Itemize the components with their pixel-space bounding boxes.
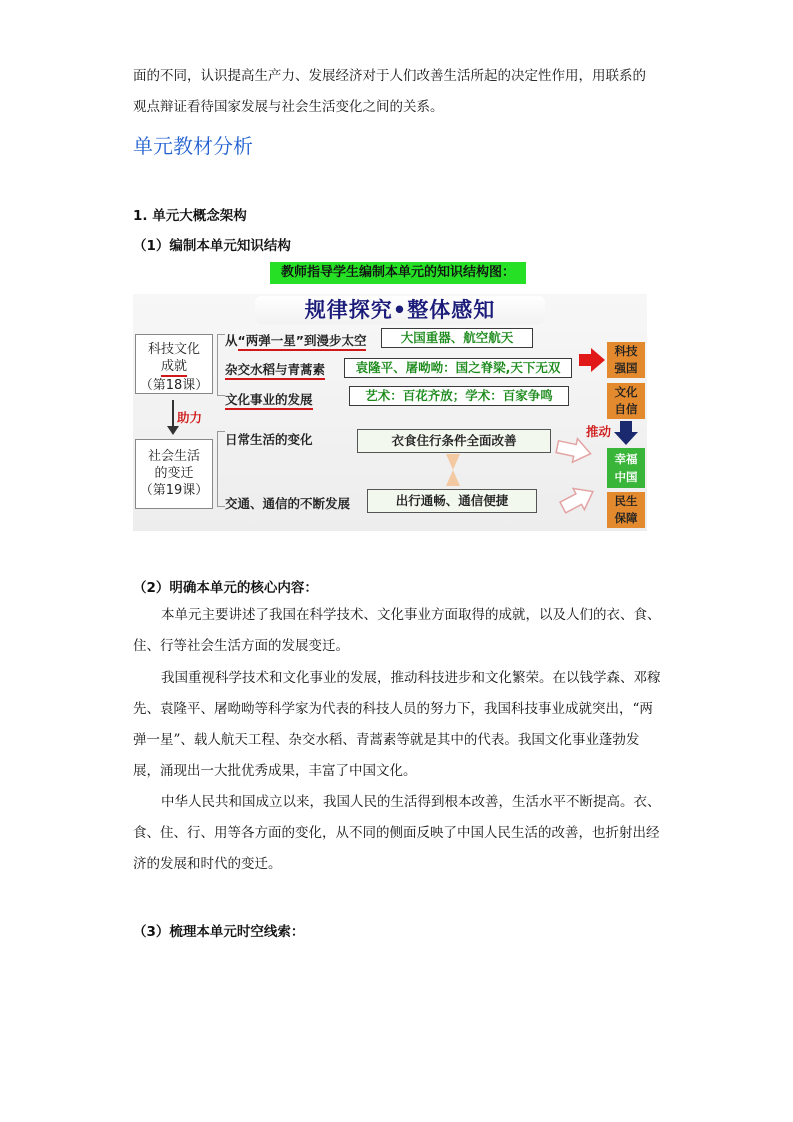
item2-label: 杂交水稻与青蒿素: [225, 360, 325, 378]
right-box-culture: 文化 自信: [607, 383, 645, 419]
diagram-title: 规律探究•整体感知: [255, 296, 545, 324]
heading-unit-concept: 1. 单元大概念架构: [133, 208, 247, 224]
right-box-livelihood: 民生 保障: [607, 492, 645, 528]
diagram-arrows: [133, 294, 647, 531]
lesson18-line3: （第18课）: [139, 378, 209, 393]
core-paragraph-1: 本单元主要讲述了我国在科学技术、文化事业方面取得的成就，以及人们的衣、食、住、行等社会生活方面的发展变迁。: [133, 607, 661, 654]
section-title: 单元教材分析: [133, 134, 253, 158]
item3-label: 文化事业的发展: [225, 390, 313, 408]
core-paragraph-3: 中华人民共和国成立以来，我国人民的生活得到根本改善，生活水平不断提高。衣、食、住、行、用等各方面的变化，从不同的侧面反映了中国人民生活的改善，也折射出经济的发展和时代的变迁。: [133, 794, 661, 872]
item4-label: 日常生活的变化: [225, 432, 313, 447]
right-box-happy: 幸福 中国: [607, 448, 645, 488]
item2-box: 袁隆平、屠呦呦：国之脊梁,天下无双: [344, 358, 572, 378]
heading-timeline: （3）梳理本单元时空线索：: [133, 924, 305, 940]
core-paragraph-2: 我国重视科学技术和文化事业的发展，推动科技进步和文化繁荣。在以钱学森、邓稼先、袁隆平、屠呦呦等科学家为代表的科技人员的努力下，我国科技事业成就突出，“两弹一星”、载人航天工程、杂交水稻、青蒿素等就是其中的代表。我国文化事业蓬勃发展，涌现出一大批优秀成果，丰富了中国文化。: [133, 670, 661, 779]
knowledge-structure-diagram: [133, 294, 647, 531]
item4-box: 衣食住行条件全面改善: [357, 429, 551, 453]
item1-box: 大国重器、航空航天: [381, 328, 533, 348]
lesson18-line2: 成就: [161, 358, 187, 377]
red-arrow-body: [579, 354, 591, 366]
heading-knowledge-structure: （1）编制本单元知识结构: [133, 238, 291, 254]
right-box-tech: 科技 强国: [607, 342, 645, 378]
lesson19-line2: 的变迁: [154, 466, 194, 481]
red-arrow-head: [591, 348, 605, 372]
item5-box: 出行通畅、通信便捷: [367, 489, 537, 513]
outline-arrow-upper: [555, 435, 593, 466]
navy-arrow-head: [614, 432, 638, 445]
heading-core-content: （2）明确本单元的核心内容：: [133, 580, 318, 596]
hourglass-top: [446, 454, 460, 470]
lesson19-line3: （第19课）: [139, 483, 209, 498]
navy-arrow-body: [620, 421, 632, 433]
push-label: 推动: [586, 424, 612, 439]
item5-label: 交通、通信的不断发展: [225, 496, 351, 511]
outline-arrow-lower: [557, 481, 598, 518]
lesson19-line1: 社会生活: [147, 449, 200, 464]
hourglass-bottom: [446, 470, 460, 486]
item1-label: 从“两弹一星”到漫步太空: [225, 331, 366, 349]
intro-line-1: 面的不同，认识提高生产力、发展经济对于人们改善生活所起的决定性作用，用联系的: [133, 68, 646, 84]
item3-box: 艺术：百花齐放；学术：百家争鸣: [349, 386, 569, 406]
help-label: 助力: [177, 410, 203, 425]
intro-line-2: 观点辩证看待国家发展与社会生活变化之间的关系。: [133, 99, 444, 115]
lesson18-line1: 科技文化: [147, 342, 200, 357]
highlight-label: 教师指导学生编制本单元的知识结构图：: [270, 262, 526, 284]
help-arrow-head: [167, 426, 179, 435]
